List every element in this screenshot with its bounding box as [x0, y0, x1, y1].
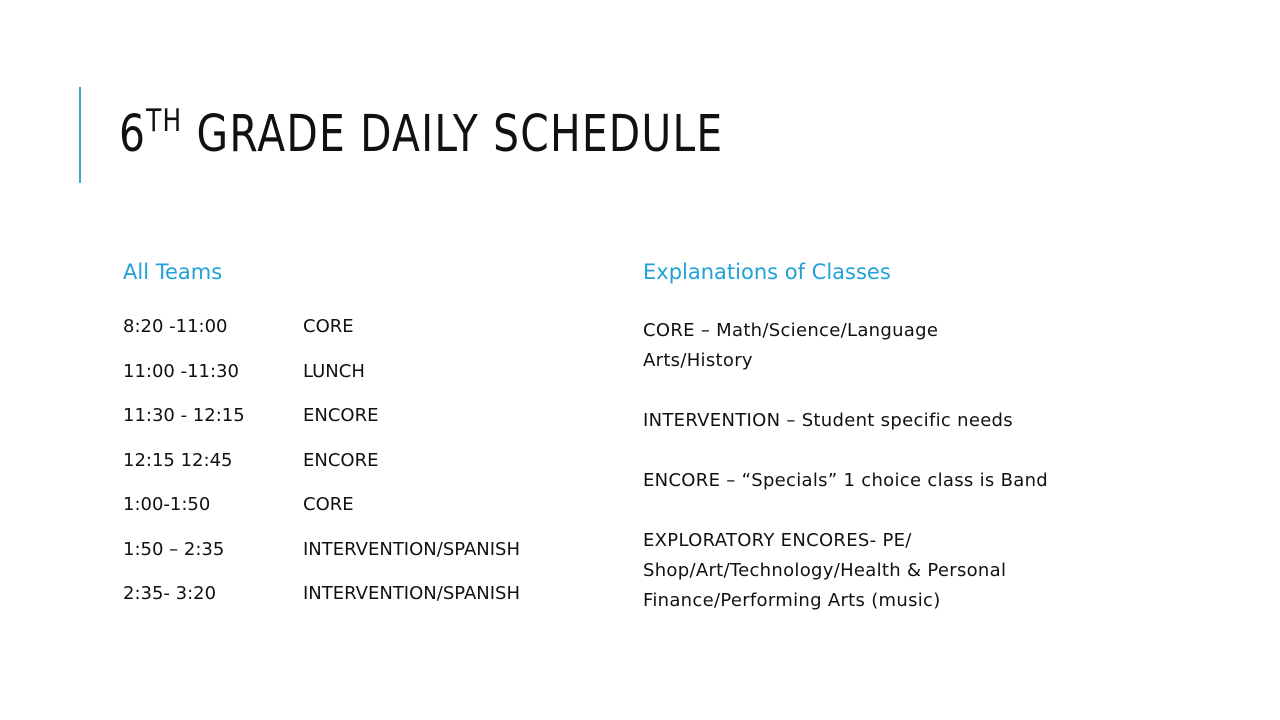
title-text: GRADE DAILY SCHEDULE [182, 105, 724, 164]
schedule-time: 1:00-1:50 [123, 494, 211, 515]
schedule-row [123, 534, 603, 579]
schedule-row [123, 311, 603, 356]
schedule-class: CORE [303, 494, 354, 515]
title-ordinal-suffix: TH [146, 103, 183, 139]
schedule-class: ENCORE [303, 449, 379, 471]
schedule-row [123, 400, 603, 445]
schedule-class: CORE [303, 316, 354, 337]
explanations-list [643, 316, 1133, 646]
page-title [119, 100, 723, 170]
explanation-core: CORE – Math/Science/Language Arts/History [643, 320, 939, 371]
schedule-time: 8:20 -11:00 [123, 316, 228, 337]
schedule-row [123, 578, 603, 623]
schedule-row [123, 489, 603, 534]
title-accent-bar [79, 87, 81, 183]
explanation-exploratory-encores: EXPLORATORY ENCORES- PE/ Shop/Art/Technology/Health & Personal Finance/Performing Arts (music) [643, 530, 1007, 611]
title-number: 6 [119, 105, 147, 164]
schedule-class: INTERVENTION/SPANISH [303, 583, 520, 604]
schedule-class: LUNCH [303, 360, 365, 382]
schedule-list [123, 311, 603, 623]
explanation-encore: ENCORE – “Specials” 1 choice class is Band [643, 470, 1049, 491]
schedule-time: 1:50 – 2:35 [123, 538, 225, 560]
explanations-heading: Explanations of Classes [643, 260, 891, 284]
schedule-row [123, 356, 603, 401]
schedule-class: INTERVENTION/SPANISH [303, 538, 520, 560]
schedule-heading: All Teams [123, 260, 223, 284]
explanation-intervention: INTERVENTION – Student specific needs [643, 410, 1013, 431]
schedule-class: ENCORE [303, 405, 379, 426]
schedule-time: 11:30 - 12:15 [123, 405, 245, 426]
schedule-time: 11:00 -11:30 [123, 360, 239, 382]
schedule-time: 2:35- 3:20 [123, 583, 217, 604]
schedule-row [123, 445, 603, 490]
schedule-time: 12:15 12:45 [123, 449, 233, 471]
